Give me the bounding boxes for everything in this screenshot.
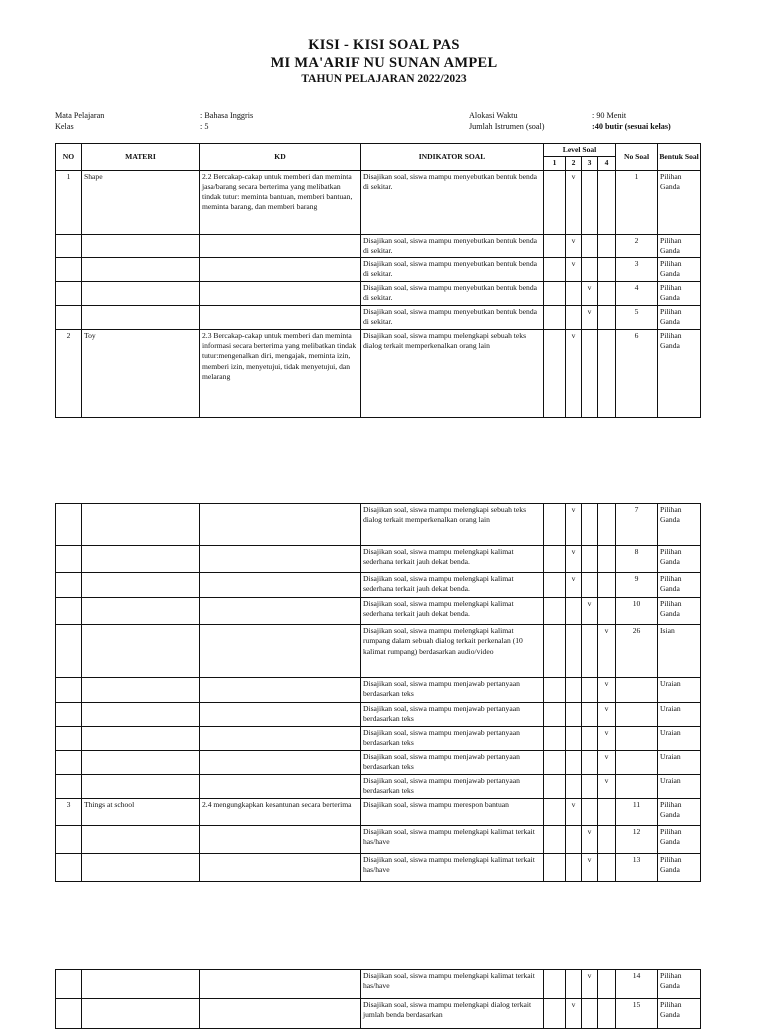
indikator-cell: Disajikan soal, siswa mampu melengkapi kalimat terkait has/have (361, 854, 544, 882)
level-empty (598, 799, 616, 826)
level-mark: v (598, 678, 616, 703)
jumlah-value: :40 butir (sesuai kelas) (592, 122, 671, 131)
level-empty (544, 970, 566, 999)
level-mark: v (598, 625, 616, 678)
bentuk-cell: Pilihan Ganda (658, 329, 701, 417)
table-row (56, 970, 701, 999)
level-empty (544, 329, 566, 417)
header-no-soal: No Soal (616, 144, 658, 171)
no-soal-cell: 26 (616, 625, 658, 678)
academic-year: TAHUN PELAJARAN 2022/2023 (301, 73, 467, 85)
table-row (56, 826, 701, 854)
kd-cell (200, 678, 361, 703)
level-mark: v (598, 775, 616, 799)
bentuk-cell: Isian (658, 625, 701, 678)
mapel-value: : Bahasa Inggris (200, 111, 254, 120)
level-empty (598, 970, 616, 999)
no-soal-cell: 13 (616, 854, 658, 882)
materi-cell (82, 751, 200, 775)
no-cell (56, 625, 82, 678)
indikator-cell: Disajikan soal, siswa mampu merespon bantuan (361, 799, 544, 826)
level-mark: v (598, 727, 616, 751)
kd-cell (200, 999, 361, 1029)
materi-cell (82, 678, 200, 703)
table-row (56, 329, 701, 417)
materi-cell (82, 775, 200, 799)
indikator-cell: Disajikan soal, siswa mampu menjawab pertanyaan berdasarkan teks (361, 703, 544, 727)
kisi-table-page-3 (55, 969, 701, 1029)
materi-cell: Shape (82, 170, 200, 234)
table-row (56, 727, 701, 751)
materi-cell (82, 854, 200, 882)
level-mark: v (582, 305, 598, 329)
no-cell (56, 999, 82, 1029)
level-empty (566, 826, 582, 854)
level-mark: v (566, 234, 582, 258)
no-soal-cell: 7 (616, 504, 658, 546)
kd-cell (200, 258, 361, 282)
level-mark: v (598, 751, 616, 775)
level-empty (544, 573, 566, 598)
level-mark: v (566, 258, 582, 282)
materi-cell (82, 234, 200, 258)
kd-cell (200, 775, 361, 799)
table-row (56, 258, 701, 282)
kd-cell (200, 970, 361, 999)
level-empty (544, 826, 566, 854)
no-soal-cell: 9 (616, 573, 658, 598)
materi-cell (82, 826, 200, 854)
level-empty (598, 826, 616, 854)
no-soal-cell: 5 (616, 305, 658, 329)
table-row (56, 282, 701, 306)
materi-cell (82, 546, 200, 573)
alokasi-label: Alokasi Waktu (469, 111, 518, 120)
level-empty (544, 305, 566, 329)
level-empty (544, 598, 566, 625)
header-bentuk: Bentuk Soal (658, 144, 701, 171)
level-empty (582, 999, 598, 1029)
bentuk-cell: Pilihan Ganda (658, 282, 701, 306)
indikator-cell: Disajikan soal, siswa mampu menjawab pertanyaan berdasarkan teks (361, 751, 544, 775)
level-empty (566, 625, 582, 678)
no-cell (56, 258, 82, 282)
level-empty (582, 234, 598, 258)
level-empty (598, 573, 616, 598)
level-empty (582, 170, 598, 234)
no-soal-cell: 8 (616, 546, 658, 573)
level-empty (544, 775, 566, 799)
table-row (56, 799, 701, 826)
bentuk-cell: Pilihan Ganda (658, 170, 701, 234)
kelas-label: Kelas (55, 122, 74, 131)
level-empty (566, 678, 582, 703)
no-soal-cell (616, 727, 658, 751)
level-empty (598, 170, 616, 234)
jumlah-label: Jumlah Istrumen (soal) (469, 122, 545, 131)
level-empty (598, 282, 616, 306)
level-empty (544, 258, 566, 282)
bentuk-cell: Pilihan Ganda (658, 799, 701, 826)
bentuk-cell: Uraian (658, 727, 701, 751)
no-soal-cell: 12 (616, 826, 658, 854)
materi-cell: Toy (82, 329, 200, 417)
level-empty (598, 854, 616, 882)
level-mark: v (566, 170, 582, 234)
level-empty (544, 727, 566, 751)
no-cell (56, 727, 82, 751)
bentuk-cell: Pilihan Ganda (658, 598, 701, 625)
kd-cell (200, 854, 361, 882)
no-cell (56, 854, 82, 882)
level-empty (582, 775, 598, 799)
kisi-table-page-2 (55, 503, 701, 882)
level-mark: v (582, 826, 598, 854)
table-row (56, 170, 701, 234)
header-materi: MATERI (82, 144, 200, 171)
no-cell: 2 (56, 329, 82, 417)
level-empty (544, 234, 566, 258)
bentuk-cell: Uraian (658, 775, 701, 799)
level-empty (566, 598, 582, 625)
table-row (56, 854, 701, 882)
no-cell (56, 703, 82, 727)
materi-cell (82, 305, 200, 329)
no-soal-cell: 1 (616, 170, 658, 234)
bentuk-cell: Pilihan Ganda (658, 504, 701, 546)
materi-cell (82, 625, 200, 678)
no-soal-cell (616, 751, 658, 775)
no-soal-cell: 3 (616, 258, 658, 282)
level-mark: v (582, 970, 598, 999)
table-row (56, 625, 701, 678)
materi-cell (82, 258, 200, 282)
bentuk-cell: Pilihan Ganda (658, 234, 701, 258)
no-soal-cell: 11 (616, 799, 658, 826)
level-mark: v (582, 598, 598, 625)
level-empty (544, 999, 566, 1029)
kisi-table-page-1 (55, 143, 701, 418)
indikator-cell: Disajikan soal, siswa mampu melengkapi sebuah teks dialog terkait memperkenalkan orang lain (361, 504, 544, 546)
no-cell (56, 826, 82, 854)
kd-cell: 2.3 Bercakap-cakap untuk memberi dan meminta informasi secara berterima yang melibatkan tindak tutur:mengenalkan diri, mengajak, meminta izin, memberi izin, menyetujui, tidak menyetujui, dan melarang (200, 329, 361, 417)
bentuk-cell: Uraian (658, 703, 701, 727)
level-empty (582, 625, 598, 678)
page-title: KISI - KISI SOAL PAS (308, 37, 460, 53)
indikator-cell: Disajikan soal, siswa mampu melengkapi kalimat sederhana terkait jauh dekat benda. (361, 573, 544, 598)
no-soal-cell: 4 (616, 282, 658, 306)
no-cell (56, 504, 82, 546)
table-row (56, 234, 701, 258)
school-name: MI MA'ARIF NU SUNAN AMPEL (270, 55, 498, 71)
level-empty (544, 799, 566, 826)
kd-cell (200, 598, 361, 625)
level-empty (566, 854, 582, 882)
materi-cell (82, 598, 200, 625)
table-row (56, 999, 701, 1029)
level-empty (582, 504, 598, 546)
level-empty (544, 678, 566, 703)
level-empty (582, 751, 598, 775)
table-row (56, 546, 701, 573)
level-empty (582, 258, 598, 282)
materi-cell (82, 999, 200, 1029)
indikator-cell: Disajikan soal, siswa mampu melengkapi kalimat sederhana terkait jauh dekat benda. (361, 546, 544, 573)
level-empty (566, 703, 582, 727)
no-cell (56, 775, 82, 799)
indikator-cell: Disajikan soal, siswa mampu menyebutkan bentuk benda di sekitar. (361, 234, 544, 258)
level-empty (566, 727, 582, 751)
level-empty (598, 329, 616, 417)
alokasi-value: : 90 Menit (592, 111, 627, 120)
materi-cell (82, 282, 200, 306)
level-empty (598, 234, 616, 258)
table-row (56, 305, 701, 329)
no-cell (56, 678, 82, 703)
bentuk-cell: Pilihan Ganda (658, 305, 701, 329)
kd-cell (200, 573, 361, 598)
no-soal-cell (616, 703, 658, 727)
bentuk-cell: Uraian (658, 751, 701, 775)
no-cell: 3 (56, 799, 82, 826)
table-row (56, 703, 701, 727)
kd-cell (200, 703, 361, 727)
kd-cell (200, 625, 361, 678)
materi-cell (82, 727, 200, 751)
indikator-cell: Disajikan soal, siswa mampu melengkapi kalimat terkait has/have (361, 970, 544, 999)
level-empty (544, 751, 566, 775)
indikator-cell: Disajikan soal, siswa mampu menyebutkan bentuk benda di sekitar. (361, 282, 544, 306)
no-cell (56, 598, 82, 625)
level-empty (582, 727, 598, 751)
kelas-value: : 5 (200, 122, 209, 131)
level-empty (566, 775, 582, 799)
bentuk-cell: Pilihan Ganda (658, 970, 701, 999)
no-cell (56, 970, 82, 999)
level-mark: v (598, 703, 616, 727)
header-no: NO (56, 144, 82, 171)
bentuk-cell: Pilihan Ganda (658, 999, 701, 1029)
table-row (56, 598, 701, 625)
bentuk-cell: Pilihan Ganda (658, 826, 701, 854)
materi-cell (82, 703, 200, 727)
header-indikator: INDIKATOR SOAL (361, 144, 544, 171)
level-empty (566, 305, 582, 329)
indikator-cell: Disajikan soal, siswa mampu melengkapi kalimat sederhana terkait jauh dekat benda. (361, 598, 544, 625)
no-cell (56, 305, 82, 329)
header-level-2: 2 (566, 157, 582, 170)
no-soal-cell: 10 (616, 598, 658, 625)
level-empty (544, 546, 566, 573)
header-level-3: 3 (582, 157, 598, 170)
kd-cell (200, 504, 361, 546)
no-soal-cell (616, 775, 658, 799)
level-empty (566, 751, 582, 775)
level-empty (544, 504, 566, 546)
level-empty (544, 170, 566, 234)
indikator-cell: Disajikan soal, siswa mampu menjawab pertanyaan berdasarkan teks (361, 678, 544, 703)
level-empty (582, 799, 598, 826)
no-cell (56, 546, 82, 573)
level-empty (598, 305, 616, 329)
level-empty (582, 703, 598, 727)
no-soal-cell: 14 (616, 970, 658, 999)
level-empty (544, 625, 566, 678)
level-empty (598, 546, 616, 573)
table-row (56, 751, 701, 775)
indikator-cell: Disajikan soal, siswa mampu melengkapi sebuah teks dialog terkait memperkenalkan orang lain (361, 329, 544, 417)
mapel-label: Mata Pelajaran (55, 111, 105, 120)
materi-cell (82, 573, 200, 598)
indikator-cell: Disajikan soal, siswa mampu menyebutkan bentuk benda di sekitar. (361, 305, 544, 329)
level-empty (544, 703, 566, 727)
bentuk-cell: Uraian (658, 678, 701, 703)
kd-cell (200, 751, 361, 775)
table-row (56, 504, 701, 546)
kd-cell (200, 546, 361, 573)
indikator-cell: Disajikan soal, siswa mampu menyebutkan bentuk benda di sekitar. (361, 258, 544, 282)
level-empty (566, 970, 582, 999)
kd-cell (200, 826, 361, 854)
indikator-cell: Disajikan soal, siswa mampu melengkapi dialog terkait jumlah benda berdasarkan (361, 999, 544, 1029)
kd-cell: 2.4 mengungkapkan kesantunan secara berterima (200, 799, 361, 826)
level-mark: v (566, 546, 582, 573)
no-soal-cell: 2 (616, 234, 658, 258)
level-mark: v (566, 999, 582, 1029)
table-row (56, 573, 701, 598)
indikator-cell: Disajikan soal, siswa mampu menjawab pertanyaan berdasarkan teks (361, 775, 544, 799)
level-empty (582, 546, 598, 573)
level-empty (598, 258, 616, 282)
kd-cell: 2.2 Bercakap-cakap untuk memberi dan meminta jasa/barang secara berterima yang melibatkan tindak tutur: meminta bantuan, memberi bantuan, meminta barang, dan memberi barang (200, 170, 361, 234)
indikator-cell: Disajikan soal, siswa mampu menjawab pertanyaan berdasarkan teks (361, 727, 544, 751)
level-empty (598, 999, 616, 1029)
no-cell (56, 282, 82, 306)
bentuk-cell: Pilihan Ganda (658, 258, 701, 282)
level-empty (582, 329, 598, 417)
header-level-4: 4 (598, 157, 616, 170)
materi-cell: Things at school (82, 799, 200, 826)
indikator-cell: Disajikan soal, siswa mampu melengkapi kalimat terkait has/have (361, 826, 544, 854)
no-cell (56, 751, 82, 775)
no-soal-cell: 6 (616, 329, 658, 417)
header-kd: KD (200, 144, 361, 171)
materi-cell (82, 504, 200, 546)
indikator-cell: Disajikan soal, siswa mampu menyebutkan bentuk benda di sekitar. (361, 170, 544, 234)
level-mark: v (582, 854, 598, 882)
level-empty (544, 282, 566, 306)
level-mark: v (566, 504, 582, 546)
kd-cell (200, 727, 361, 751)
level-empty (544, 854, 566, 882)
level-mark: v (566, 799, 582, 826)
table-row (56, 678, 701, 703)
bentuk-cell: Pilihan Ganda (658, 546, 701, 573)
level-mark: v (566, 329, 582, 417)
kd-cell (200, 282, 361, 306)
no-cell (56, 234, 82, 258)
level-mark: v (582, 282, 598, 306)
bentuk-cell: Pilihan Ganda (658, 573, 701, 598)
no-soal-cell (616, 678, 658, 703)
level-mark: v (566, 573, 582, 598)
level-empty (598, 504, 616, 546)
indikator-cell: Disajikan soal, siswa mampu melengkapi kalimat rumpang dalam sebuah dialog terkait perkenalan (10 kalimat rumpang) berdasarkan audio/video (361, 625, 544, 678)
no-cell: 1 (56, 170, 82, 234)
level-empty (582, 573, 598, 598)
level-empty (598, 598, 616, 625)
kd-cell (200, 234, 361, 258)
table-row (56, 775, 701, 799)
no-soal-cell: 15 (616, 999, 658, 1029)
no-cell (56, 573, 82, 598)
header-level-1: 1 (544, 157, 566, 170)
bentuk-cell: Pilihan Ganda (658, 854, 701, 882)
level-empty (566, 282, 582, 306)
level-empty (582, 678, 598, 703)
materi-cell (82, 970, 200, 999)
kd-cell (200, 305, 361, 329)
header-level: Level Soal (544, 144, 616, 157)
